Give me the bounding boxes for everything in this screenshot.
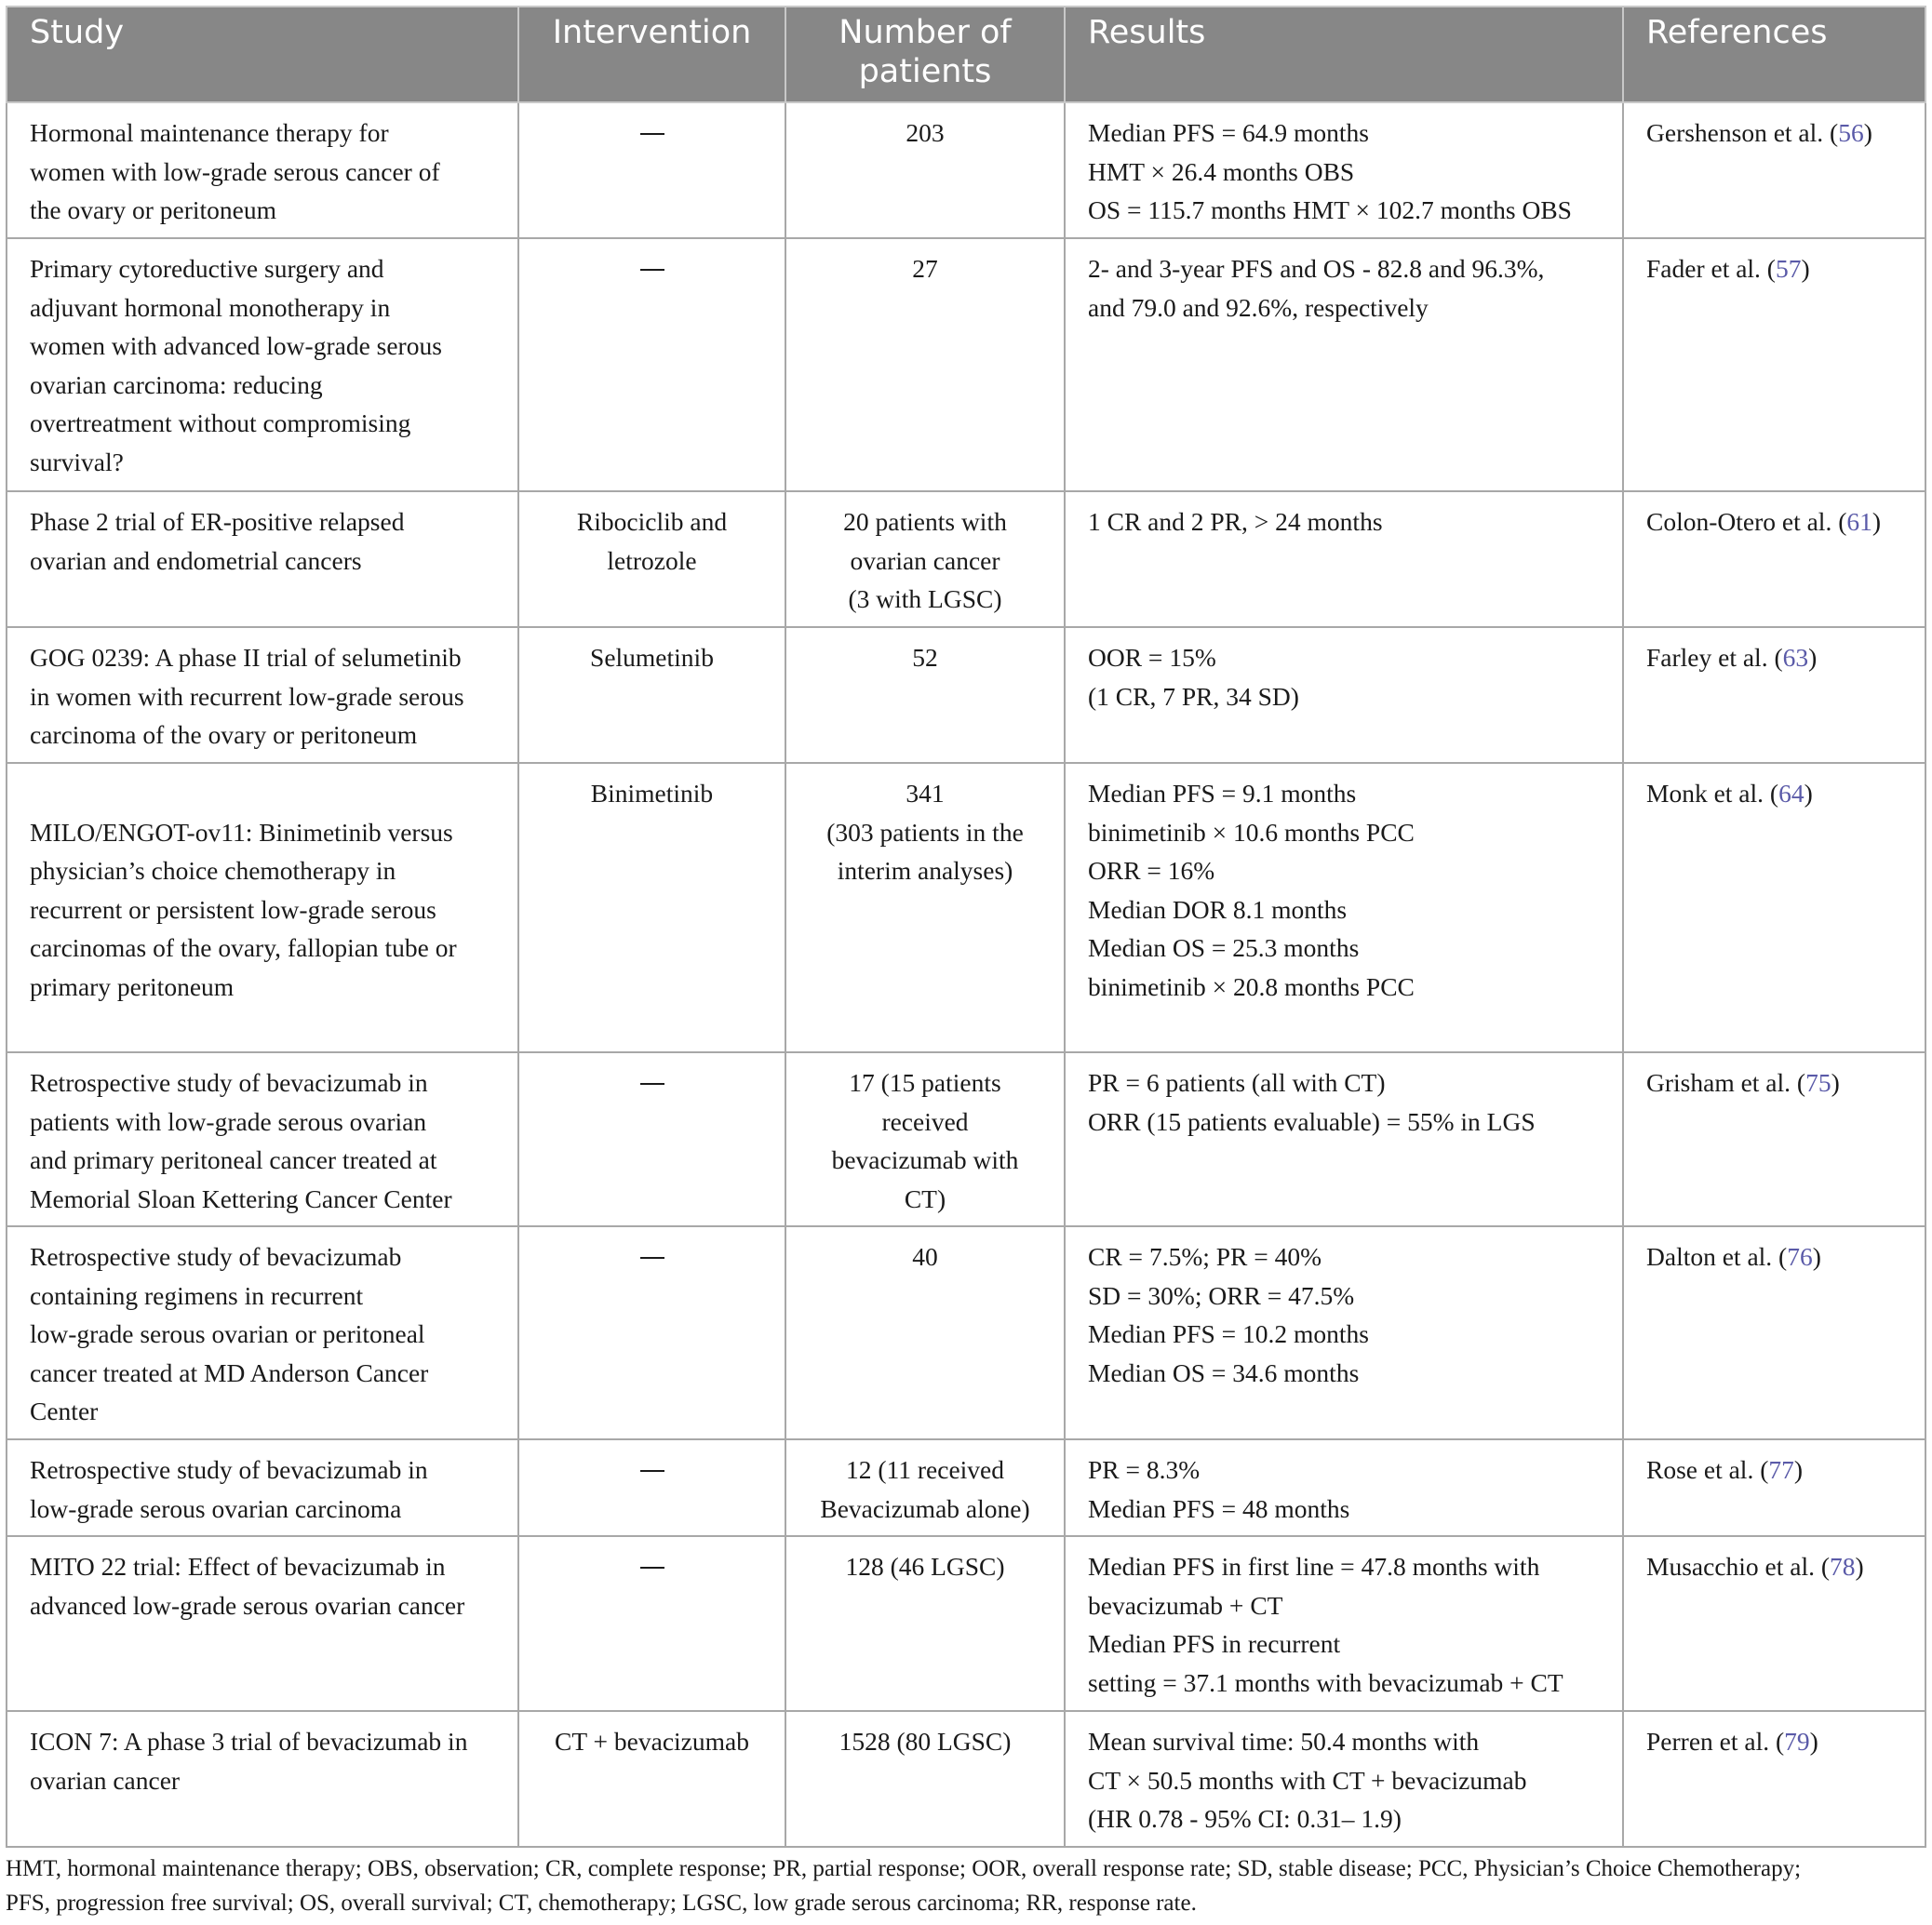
cell-reference <box>1623 491 1925 627</box>
results-text: PR = 8.3% <box>1088 1455 1201 1484</box>
patients-text: bevacizumab with <box>831 1145 1019 1174</box>
study-text: in women with recurrent low-grade serous <box>30 681 464 711</box>
patients-text: 20 patients with <box>843 507 1007 536</box>
study-text: low-grade serous ovarian carcinoma <box>30 1493 402 1523</box>
study-text: ovarian cancer <box>30 1765 181 1795</box>
cell-number-of-patients <box>785 627 1065 763</box>
header-label: Study <box>30 14 125 51</box>
intervention-text: Selumetinib <box>590 643 714 672</box>
results-text: binimetinib × 10.6 months PCC <box>1088 817 1415 847</box>
study-text: MITO 22 trial: Effect of bevacizumab in <box>30 1552 446 1581</box>
em-dash-placeholder <box>640 1470 664 1472</box>
study-text: Hormonal maintenance therapy for <box>30 118 389 147</box>
results-text: Median PFS in recurrent <box>1088 1629 1341 1658</box>
header-results <box>1065 7 1623 102</box>
study-text: ovarian and endometrial cancers <box>30 545 362 575</box>
study-text: physician’s choice chemotherapy in <box>30 856 396 885</box>
patients-text: interim analyses) <box>837 856 1013 885</box>
results-text: Mean survival time: 50.4 months with <box>1088 1727 1480 1756</box>
reference-close-paren: ) <box>1793 1455 1804 1484</box>
study-text: carcinoma of the ovary or peritoneum <box>30 720 418 749</box>
cell-results <box>1065 627 1623 763</box>
footnote-line: HMT, hormonal maintenance therapy; OBS, observation; CR, complete response; PR, partial response; OOR, overall response rate; SD, stable disease; PCC, Physician’s Choice Chemotherapy; <box>6 1856 1802 1881</box>
results-text: binimetinib × 20.8 months PCC <box>1088 971 1415 1001</box>
cell-number-of-patients <box>785 491 1065 627</box>
cell-study <box>7 1439 518 1536</box>
table-row <box>7 1226 1925 1439</box>
table-row <box>7 1536 1925 1711</box>
cell-results <box>1065 1711 1623 1847</box>
study-text: ICON 7: A phase 3 trial of bevacizumab in <box>30 1727 468 1756</box>
reference-author: Colon-Otero et al. ( <box>1646 507 1847 536</box>
patients-text: ovarian cancer <box>850 545 1000 575</box>
cell-results <box>1065 1439 1623 1536</box>
cell-results <box>1065 238 1623 491</box>
results-text: and 79.0 and 92.6%, respectively <box>1088 292 1429 322</box>
results-text: setting = 37.1 months with bevacizumab + CT <box>1088 1667 1563 1697</box>
cell-study <box>7 102 518 238</box>
intervention-text: letrozole <box>607 545 697 575</box>
reference-number-link[interactable]: 57 <box>1775 254 1802 283</box>
cell-intervention <box>518 1536 785 1711</box>
cell-reference <box>1623 763 1925 1052</box>
study-text: adjuvant hormonal monotherapy in <box>30 292 391 322</box>
header-label: Results <box>1088 14 1206 51</box>
study-text: low-grade serous ovarian or peritoneal <box>30 1319 425 1348</box>
reference-author: Farley et al. ( <box>1646 643 1783 672</box>
intervention-text: CT + bevacizumab <box>555 1727 749 1756</box>
cell-study <box>7 763 518 1052</box>
study-text: survival? <box>30 447 124 476</box>
header-label: patients <box>858 53 992 90</box>
cell-study <box>7 1536 518 1711</box>
study-text: women with low-grade serous cancer of <box>30 156 440 186</box>
results-text: Median OS = 25.3 months <box>1088 933 1360 962</box>
reference-number-link[interactable]: 56 <box>1838 118 1864 147</box>
study-text: primary peritoneum <box>30 971 235 1001</box>
reference-close-paren: ) <box>1863 118 1872 147</box>
reference-author: Rose et al. ( <box>1646 1455 1769 1484</box>
study-text: Phase 2 trial of ER-positive relapsed <box>30 507 405 536</box>
cell-intervention <box>518 1711 785 1847</box>
patients-text: CT) <box>904 1183 946 1213</box>
table-row <box>7 763 1925 1052</box>
header-references <box>1623 7 1925 102</box>
reference-number-link[interactable]: 75 <box>1805 1068 1831 1097</box>
cell-number-of-patients <box>785 238 1065 491</box>
cell-results <box>1065 1052 1623 1226</box>
study-text: Center <box>30 1397 99 1425</box>
cell-results <box>1065 1226 1623 1439</box>
reference-author: Dalton et al. ( <box>1646 1242 1788 1271</box>
results-text: 2- and 3-year PFS and OS - 82.8 and 96.3%, <box>1088 254 1545 283</box>
study-text: patients with low-grade serous ovarian <box>30 1106 427 1136</box>
header-study <box>7 7 518 102</box>
patients-text: Bevacizumab alone) <box>820 1493 1030 1523</box>
cell-reference <box>1623 1052 1925 1226</box>
reference-number-link[interactable]: 76 <box>1787 1242 1813 1271</box>
cell-intervention <box>518 102 785 238</box>
results-text: ORR (15 patients evaluable) = 55% in LGS <box>1088 1106 1536 1136</box>
patients-text: (3 with LGSC) <box>848 584 1002 613</box>
cell-reference <box>1623 1439 1925 1536</box>
reference-close-paren: ) <box>1809 1727 1818 1756</box>
study-text: MILO/ENGOT-ov11: Binimetinib versus <box>30 817 453 847</box>
patients-text: 12 (11 received <box>845 1455 1004 1484</box>
cell-intervention <box>518 1226 785 1439</box>
header-label: Number of <box>839 14 1012 51</box>
reference-number-link[interactable]: 64 <box>1778 779 1805 808</box>
reference-author: Musacchio et al. ( <box>1646 1552 1831 1581</box>
table-row <box>7 1439 1925 1536</box>
results-text: OS = 115.7 months HMT × 102.7 months OBS <box>1088 195 1572 224</box>
study-text: women with advanced low-grade serous <box>30 331 442 360</box>
cell-reference <box>1623 1536 1925 1711</box>
studies-table <box>6 6 1926 1848</box>
cell-results <box>1065 1536 1623 1711</box>
results-text: Median OS = 34.6 months <box>1088 1357 1360 1387</box>
table-footnote <box>6 1851 1928 1920</box>
reference-close-paren: ) <box>1812 1242 1821 1271</box>
reference-close-paren: ) <box>1804 779 1813 808</box>
cell-intervention <box>518 627 785 763</box>
study-text: Retrospective study of bevacizumab <box>30 1242 402 1271</box>
cell-intervention <box>518 763 785 1052</box>
table-container <box>6 6 1925 1848</box>
results-text: Median PFS = 9.1 months <box>1088 779 1357 808</box>
patients-text: 52 <box>912 643 938 672</box>
study-text: Retrospective study of bevacizumab in <box>30 1068 428 1097</box>
cell-intervention <box>518 1439 785 1536</box>
table-row <box>7 1052 1925 1226</box>
results-text: CT × 50.5 months with CT + bevacizumab <box>1088 1765 1527 1795</box>
study-text: ovarian carcinoma: reducing <box>30 369 323 399</box>
study-text: GOG 0239: A phase II trial of selumetinib <box>30 643 462 672</box>
results-text: Median PFS in first line = 47.8 months with <box>1088 1552 1540 1581</box>
results-text: 1 CR and 2 PR, > 24 months <box>1088 507 1383 536</box>
study-text: advanced low-grade serous ovarian cancer <box>30 1590 465 1620</box>
intervention-text: Ribociclib and <box>576 507 728 536</box>
cell-intervention <box>518 238 785 491</box>
reference-number-link[interactable]: 77 <box>1768 1455 1794 1484</box>
study-text: carcinomas of the ovary, fallopian tube or <box>30 933 457 962</box>
cell-reference <box>1623 1711 1925 1847</box>
study-text: the ovary or peritoneum <box>30 195 276 224</box>
table-row <box>7 1711 1925 1847</box>
intervention-text: Binimetinib <box>590 779 714 808</box>
results-text: OOR = 15% <box>1088 643 1216 672</box>
results-text: Median DOR 8.1 months <box>1088 894 1348 924</box>
cell-results <box>1065 102 1623 238</box>
cell-reference <box>1623 627 1925 763</box>
reference-author: Perren et al. ( <box>1646 1727 1785 1756</box>
table-row <box>7 491 1925 627</box>
cell-intervention <box>518 1052 785 1226</box>
reference-number-link[interactable]: 78 <box>1830 1552 1856 1581</box>
table-row <box>7 238 1925 491</box>
study-text: Retrospective study of bevacizumab in <box>30 1455 428 1484</box>
em-dash-placeholder <box>640 1083 664 1085</box>
patients-text: 17 (15 patients <box>849 1068 1001 1097</box>
cell-study <box>7 1052 518 1226</box>
cell-study <box>7 1226 518 1439</box>
reference-author: Gershenson et al. ( <box>1646 118 1839 147</box>
results-text: bevacizumab + CT <box>1088 1590 1283 1620</box>
cell-results <box>1065 491 1623 627</box>
reference-close-paren: ) <box>1831 1068 1840 1097</box>
cell-number-of-patients <box>785 1226 1065 1439</box>
reference-number-link[interactable]: 63 <box>1782 643 1809 672</box>
cell-study <box>7 627 518 763</box>
footnote-line: PFS, progression free survival; OS, overall survival; CT, chemotherapy; LGSC, low grade serous carcinoma; RR, response rate. <box>6 1891 1197 1916</box>
study-text <box>30 774 495 813</box>
study-text: containing regimens in recurrent <box>30 1280 364 1310</box>
cell-reference <box>1623 102 1925 238</box>
patients-text: (303 patients in the <box>826 817 1024 847</box>
cell-reference <box>1623 238 1925 491</box>
patients-text: 203 <box>906 118 945 147</box>
em-dash-placeholder <box>640 133 664 135</box>
table-body <box>7 102 1925 1847</box>
em-dash-placeholder <box>640 269 664 271</box>
study-text: cancer treated at MD Anderson Cancer <box>30 1357 429 1387</box>
results-text: ORR = 16% <box>1088 856 1215 885</box>
em-dash-placeholder <box>640 1567 664 1569</box>
em-dash-placeholder <box>640 1257 664 1259</box>
study-text: overtreatment without compromising <box>30 408 411 437</box>
results-text: Median PFS = 48 months <box>1088 1493 1350 1523</box>
cell-study <box>7 238 518 491</box>
study-text: Primary cytoreductive surgery and <box>30 254 384 283</box>
study-text: and primary peritoneal cancer treated at <box>30 1145 437 1174</box>
cell-reference <box>1623 1226 1925 1439</box>
reference-close-paren: ) <box>1872 507 1882 536</box>
patients-text: 40 <box>912 1242 938 1271</box>
patients-text: 27 <box>912 254 938 283</box>
cell-number-of-patients <box>785 1052 1065 1226</box>
reference-close-paren: ) <box>1808 643 1818 672</box>
cell-number-of-patients <box>785 1536 1065 1711</box>
cell-number-of-patients <box>785 1711 1065 1847</box>
reference-close-paren: ) <box>1801 254 1810 283</box>
reference-close-paren: ) <box>1855 1552 1864 1581</box>
cell-results <box>1065 763 1623 1052</box>
reference-author: Fader et al. ( <box>1646 254 1776 283</box>
cell-number-of-patients <box>785 1439 1065 1536</box>
cell-number-of-patients <box>785 763 1065 1052</box>
patients-text: 128 (46 LGSC) <box>845 1552 1005 1581</box>
results-text: Median PFS = 64.9 months <box>1088 118 1370 147</box>
patients-text: 341 <box>906 779 945 808</box>
patients-text: 1528 (80 LGSC) <box>839 1727 1012 1756</box>
study-text: recurrent or persistent low-grade serous <box>30 894 436 924</box>
results-text: PR = 6 patients (all with CT) <box>1088 1068 1386 1097</box>
cell-number-of-patients <box>785 102 1065 238</box>
cell-intervention <box>518 491 785 627</box>
header-number-of-patients <box>785 7 1065 102</box>
study-text: Memorial Sloan Kettering Cancer Center <box>30 1183 452 1213</box>
results-text: (1 CR, 7 PR, 34 SD) <box>1088 681 1299 711</box>
table-header-row <box>7 7 1925 102</box>
reference-number-link[interactable]: 79 <box>1784 1727 1810 1756</box>
table-row <box>7 102 1925 238</box>
results-text: Median PFS = 10.2 months <box>1088 1319 1370 1348</box>
results-text: SD = 30%; ORR = 47.5% <box>1088 1280 1355 1310</box>
header-intervention <box>518 7 785 102</box>
reference-number-link[interactable]: 61 <box>1846 507 1872 536</box>
results-text: CR = 7.5%; PR = 40% <box>1088 1242 1322 1271</box>
reference-author: Monk et al. ( <box>1646 779 1779 808</box>
results-text: HMT × 26.4 months OBS <box>1088 156 1355 186</box>
cell-study <box>7 1711 518 1847</box>
header-label: References <box>1646 14 1828 51</box>
results-text: (HR 0.78 - 95% CI: 0.31– 1.9) <box>1088 1804 1402 1833</box>
reference-author: Grisham et al. ( <box>1646 1068 1806 1097</box>
header-label: Intervention <box>552 14 752 51</box>
table-row <box>7 627 1925 763</box>
patients-text: received <box>881 1106 969 1136</box>
cell-study <box>7 491 518 627</box>
